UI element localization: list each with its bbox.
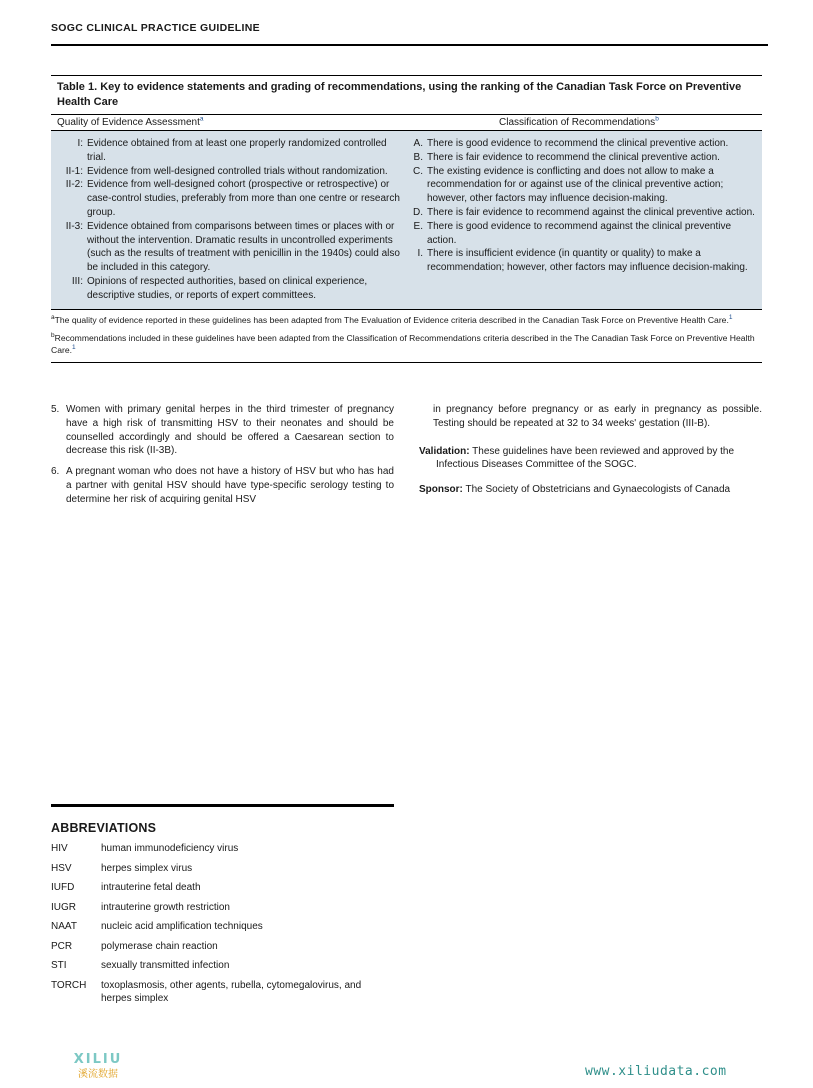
abbreviations-list — [51, 842, 394, 1012]
sponsor-statement: Sponsor: The Society of Obstetricians and Gynaecologists of Canada — [419, 484, 731, 496]
abbreviation-row: IUGR intrauterine growth restriction — [51, 901, 230, 913]
abbreviation-row: STI sexually transmitted infection — [51, 960, 230, 971]
abbreviation-row: TORCH toxoplasmosis, other agents, rubella, cytomegalovirus, and herpes simplex — [51, 979, 362, 1004]
watermark-logo-sub: 溪流数据 — [78, 1069, 118, 1080]
recommendation-6 — [51, 465, 394, 506]
classification-item: C. The existing evidence is conflicting and does not allow to make a recommendation for or against use of the clinical preventive action; however, other factors may influence decision-making. — [413, 165, 724, 205]
body-right-column — [419, 403, 762, 508]
watermark-logo-text: XILIU — [73, 1052, 123, 1067]
recommendation-number: 6. — [51, 466, 60, 478]
running-head: SOGC CLINICAL PRACTICE GUIDELINE — [51, 22, 260, 34]
validation-statement: Validation: These guidelines have been reviewed and approved by the Infectious Diseases Committee of the SOGC. — [419, 445, 735, 471]
recommendation-5 — [51, 403, 394, 458]
validation-label: Validation: — [419, 445, 470, 457]
table-caption: Table 1. Key to evidence statements and grading of recommendations, using the ranking of the Canadian Task Force on Preventive Health Care — [57, 81, 742, 108]
recommendation-text: Women with primary genital herpes in the third trimester of pregnancy have a high risk of transmitting HSV to their neonates and should be counselled accordingly and should be offered a Caesarean section to decrease this risk (II-3B). — [66, 404, 394, 457]
evidence-list — [51, 137, 411, 303]
table-footnotes — [51, 309, 762, 363]
footnote-a: $^a$The quality of evidence reported in these guidelines has been adapted from The Evaluation of Evidence criteria described in the Canadian Task Force on Preventive Health Care.$^1$ — [51, 313, 733, 325]
recommendation-6-continued: in pregnancy before pregnancy or as early in pregnancy as possible. Testing should be repeated at 32 to 34 weeks' gestation (III-B). — [433, 404, 762, 429]
classification-item: B. There is fair evidence to recommend the clinical preventive action. — [413, 151, 720, 163]
abbreviation-row: IUFD intrauterine fetal death — [51, 882, 201, 893]
col-header-classification: Classification of Recommendations$^b$ — [499, 115, 659, 128]
recommendation-text: A pregnant woman who does not have a history of HSV but who has had a partner with genital HSV should have type-specific serology testing to determine her risk of acquiring genital HSV — [66, 466, 394, 505]
abbreviation-row: HIV human immunodeficiency virus — [51, 843, 239, 854]
abbreviation-row: NAAT nucleic acid amplification techniques — [51, 921, 263, 932]
body-left-column — [51, 403, 394, 514]
evidence-table — [51, 75, 762, 363]
footnote-b: $^b$Recommendations included in these guidelines have been adapted from the Classification of Recommendations criteria described in the The Canadian Task Force on Preventive Health Care.$^1$ — [51, 331, 755, 355]
evidence-item: II-3: Evidence obtained from comparisons between times or places with or without the intervention. Dramatic results in uncontrolled experiments (such as the results of treatment with penicillin in the 1940s) could also be included in this category. — [65, 220, 400, 274]
recommendation-number: 5. — [51, 404, 60, 415]
classification-list — [411, 137, 762, 303]
watermark-url[interactable]: www.xiliudata.com — [585, 1064, 727, 1079]
abbreviation-row: HSV herpes simplex virus — [51, 862, 193, 874]
col-header-evidence: Quality of Evidence Assessment$^a$ — [57, 115, 204, 128]
classification-item: E. There is good evidence to recommend against the clinical preventive action. — [413, 220, 732, 246]
abbreviations-rule — [51, 804, 394, 807]
evidence-item: I: Evidence obtained from at least one properly randomized controlled trial. — [77, 138, 387, 163]
classification-item: D. There is fair evidence to recommend against the clinical preventive action. — [413, 206, 755, 218]
table-header-row — [51, 114, 762, 131]
classification-item: I. There is insufficient evidence (in quantity or quality) to make a recommendation; however, other factors may influence decision-making. — [417, 248, 748, 274]
abbreviation-row: PCR polymerase chain reaction — [51, 940, 218, 952]
header-rule — [51, 44, 768, 46]
sponsor-label: Sponsor: — [419, 484, 463, 496]
abbreviations-title: ABBREVIATIONS — [51, 821, 157, 835]
evidence-item: II-1: Evidence from well-designed controlled trials without randomization. — [65, 165, 388, 177]
watermark-logo — [62, 1050, 134, 1080]
table-body — [51, 131, 762, 309]
evidence-item: II-2: Evidence from well-designed cohort (prospective or retrospective) or case-control studies, preferably from more than one centre or research group. — [65, 179, 400, 218]
classification-item: A. There is good evidence to recommend the clinical preventive action. — [413, 138, 729, 149]
evidence-item: III: Opinions of respected authorities, based on clinical experience, descriptive studies, or reports of expert committees. — [71, 275, 368, 301]
